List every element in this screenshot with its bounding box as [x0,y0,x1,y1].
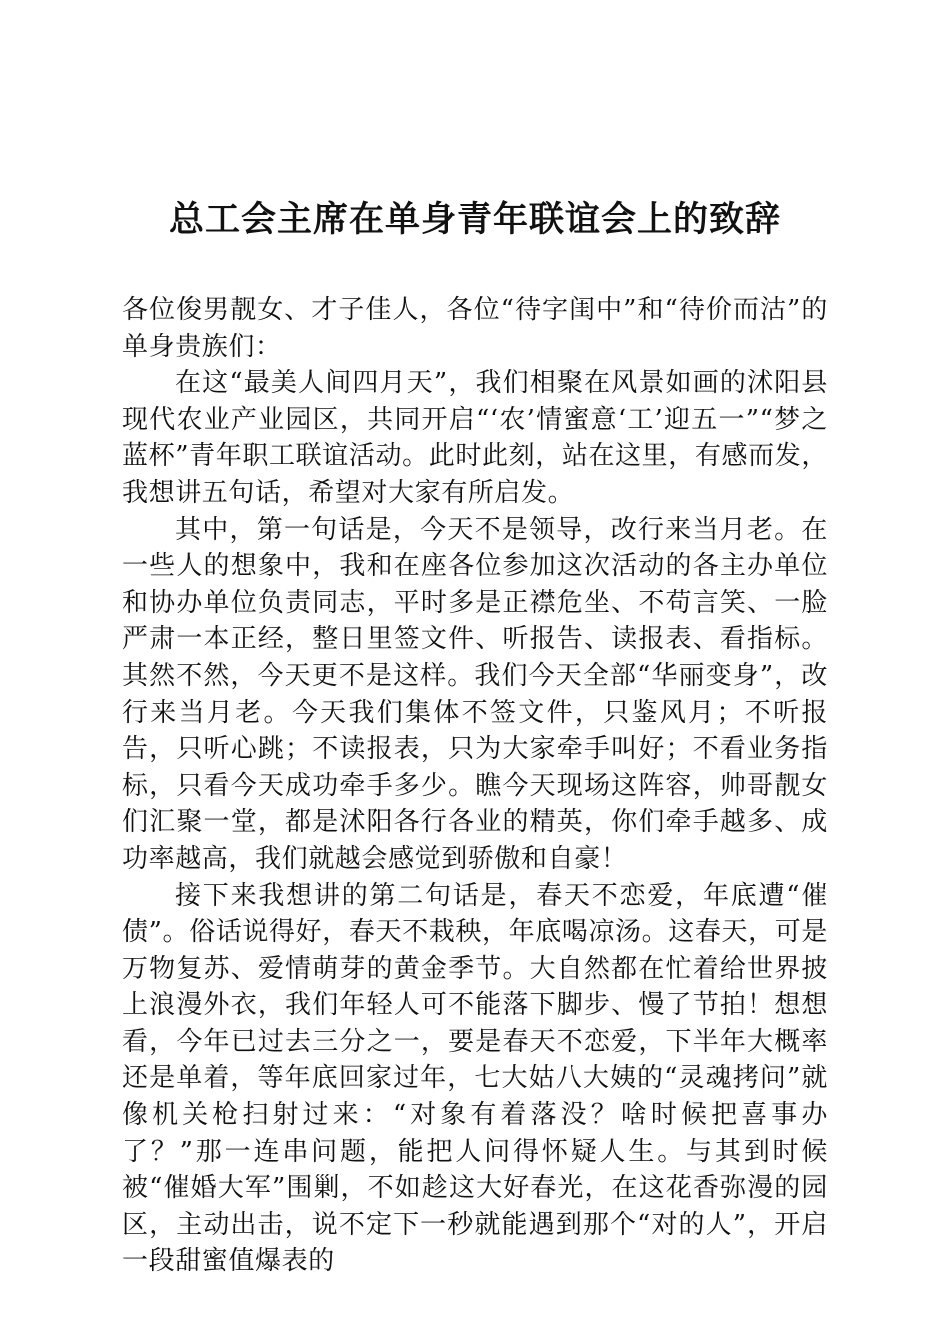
salutation-paragraph: 各位俊男靓女、才子佳人，各位“待字闺中”和“待价而沽”的单身贵族们： [122,295,828,362]
body-paragraph-3: 接下来我想讲的第二句话是，春天不恋爱，年底遭“催债”。俗话说得好，春天不栽秧，年底喝凉汤。这春天，可是万物复苏、爱情萌芽的黄金季节。大自然都在忙着给世界披上浪漫外衣，我们年轻人可不能落下脚步、慢了节拍！想想看，今年已过去三分之一，要是春天不恋爱，下半年大概率还是单着，等年底回家过年，七大姑八大姨的“灵魂拷问”就像机关枪扫射过来：“对象有着落没？啥时候把喜事办了？”那一连串问题，能把人问得怀疑人生。与其到时候被“催婚大军”围剿，不如趁这大好春光，在这花香弥漫的园区，主动出击，说不定下一秒就能遇到那个“对的人”，开启一段甜蜜值爆表的 [122,880,828,1277]
body-paragraph-2: 其中，第一句话是，今天不是领导，改行来当月老。在一些人的想象中，我和在座各位参加这次活动的各主办单位和协办单位负责同志，平时多是正襟危坐、不苟言笑、一脸严肃一本正经，整日里签文件、听报告、读报表、看指标。其然不然，今天更不是这样。我们今天全部“华丽变身”，改行来当月老。今天我们集体不签文件，只鉴风月；不听报告，只听心跳；不读报表，只为大家牵手叫好；不看业务指标，只看今天成功牵手多少。瞧今天现场这阵容，帅哥靓女们汇聚一堂，都是沭阳各行各业的精英，你们牵手越多、成功率越高，我们就越会感觉到骄傲和自豪！ [122,514,828,874]
document-title: 总工会主席在单身青年联谊会上的致辞 [168,199,781,240]
body-paragraph-1: 在这“最美人间四月天”，我们相聚在风景如画的沭阳县现代农业产业园区，共同开启“‘农’情蜜意‘工’迎五一”“梦之蓝杯”青年职工联谊活动。此时此刻，站在这里，有感而发，我想讲五句话，希望对大家有所启发。 [122,368,828,508]
document-body [122,292,828,1280]
